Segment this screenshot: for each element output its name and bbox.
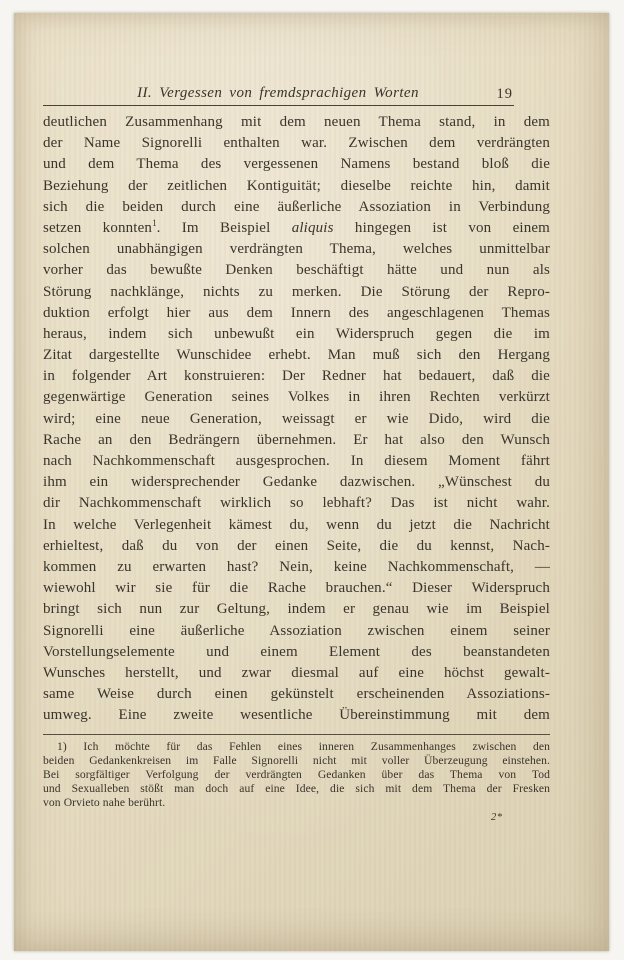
footnote [43, 740, 550, 809]
body-line: solchen unabhängigen verdrängten Thema, welches unmittelbar [43, 241, 550, 258]
body-line: wiewohl wir sie für die Rache brauchen.“ Dieser Widerspruch [43, 580, 550, 597]
body-line: und dem Thema des vergessenen Namens bestand bloß die [43, 156, 550, 173]
body-text [43, 112, 550, 726]
body-line: wird; eine neue Generation, weissagt er wie Dido, wird die [43, 410, 550, 427]
printer-signature-mark: 2* [491, 812, 503, 823]
body-line: Signorelli eine äußerliche Assoziation zwischen einem seiner [43, 622, 550, 639]
body-line: Zitat dargestellte Wunschidee erhebt. Man muß sich den Hergang [43, 347, 550, 364]
footnote-line: 1) Ich möchte für das Fehlen eines inneren Zusammenhanges zwischen den [57, 740, 550, 753]
body-line: Vorstellungselemente und einem Element des beanstandeten [43, 643, 550, 660]
body-line: heraus, indem sich unbewußt ein Widerspruch gegen die im [43, 325, 550, 342]
body-line: bringt sich nun zur Geltung, indem er genau wie im Beispiel [43, 601, 550, 618]
body-line: vorher das bewußte Denken beschäftigt hätte und nun als [43, 262, 550, 279]
body-line-segment: setzen konnten [43, 219, 153, 236]
latin-term-italic: aliquis [291, 219, 334, 236]
footnote-line: und Sexualleben stößt man doch auf eine Idee, die sich mit dem Thema der Fresken [43, 781, 550, 795]
body-line: nach Nachkommenschaft ausgesprochen. In diesem Moment fährt [43, 453, 550, 469]
running-header [43, 85, 513, 107]
body-line-segment: hingegen ist von einem [333, 219, 550, 236]
body-line: ihm ein widersprechender Gedanke dazwischen. „Wünschest du [43, 474, 550, 491]
body-line: sich die beiden durch eine äußerliche Assoziation in Verbindung [43, 198, 550, 215]
body-line: Rache an den Bedrängern übernehmen. Er hat also den Wunsch [43, 431, 550, 448]
body-line: dir Nachkommenschaft wirklich so lebhaft? Das ist nicht wahr. [43, 495, 550, 512]
footnote-line: beiden Gedankenkreisen im Falle Signorelli nicht mit voller Überzeugung einstehen. [43, 753, 550, 767]
body-line: same Weise durch einen gekünstelt erscheinenden Assoziations- [43, 686, 550, 703]
body-line: Beziehung der zeitlichen Kontiguität; dieselbe reichte hin, damit [43, 177, 550, 194]
header-rule [43, 105, 514, 106]
body-line-segment: . Im Beispiel [156, 219, 292, 236]
body-line: der Name Signorelli enthalten war. Zwischen dem verdrängten [43, 135, 550, 152]
body-line: umweg. Eine zweite wesentliche Übereinstimmung mit dem [43, 707, 550, 724]
body-line: Wunsches herstellt, und zwar diesmal auf eine höchst gewalt- [43, 664, 550, 681]
body-line: deutlichen Zusammenhang mit dem neuen Thema stand, in dem [43, 114, 550, 130]
page-number: 19 [496, 86, 513, 102]
body-line: Störung nachklänge, nichts zu merken. Die Störung der Repro- [43, 283, 550, 300]
body-line: In welche Verlegenheit kämest du, wenn du jetzt die Nachricht [43, 516, 550, 533]
body-line: in folgender Art konstruieren: Der Redner hat bedauert, daß die [43, 368, 550, 385]
body-line-with-footnote-ref [43, 218, 550, 239]
footnote-separator-rule [43, 734, 550, 735]
footnote-line: von Orvieto nahe berührt. [43, 795, 166, 809]
body-line: kommen zu erwarten hast? Nein, keine Nachkommenschaft, — [43, 558, 550, 575]
footnote-line: Bei sorgfältiger Verfolgung der verdrängten Gedanken über das Thema von Tod [43, 767, 550, 781]
body-line: duktion erfolgt hier aus dem Innern des angeschlagenen Themas [43, 304, 550, 321]
body-line: erhieltest, daß du von der einen Seite, die du kennst, Nach- [43, 537, 550, 554]
body-line: gegenwärtige Generation seines Volkes in ihren Rechten verkürzt [43, 389, 550, 406]
book-page [14, 13, 609, 951]
footnote-reference-mark: 1 [152, 217, 157, 228]
chapter-title: II. Vergessen von fremdsprachigen Worten [137, 85, 419, 101]
